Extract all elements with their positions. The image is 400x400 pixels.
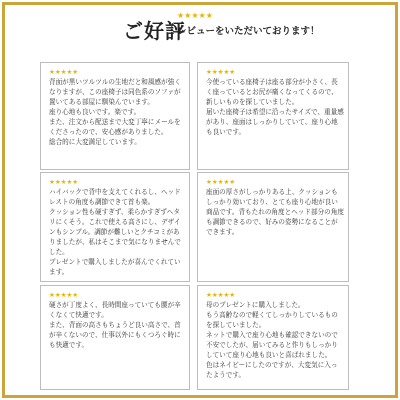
star-rating-icon: ★★★★★ [49, 178, 79, 186]
banner-title: ご好評 [123, 19, 186, 43]
banner-subtitle: レビューをいただいております！ [177, 26, 320, 37]
review-text: 母のプレゼントに購入しました。 もう高齢なので軽くてしっかりしているものを探していました。 ネットで購入で座り心地も確認できないので不安でしたが、届いてみると作りもしっかりしていて座り心地も良いと喜ばれました。 色はネイビーにしたのですが、大変気に入ったようです。 [206, 301, 338, 379]
banner-header [5, 5, 395, 57]
review-card [197, 172, 349, 282]
review-card [197, 62, 349, 170]
header-star-rating-icon: ★★★★★ [177, 11, 213, 20]
star-rating-icon: ★★★★★ [49, 291, 79, 299]
review-card [40, 285, 190, 390]
star-rating-icon: ★★★★★ [206, 291, 236, 299]
review-text: 座面の厚さがしっかりある上、クッションもしっかり効いており、とても座り心地が良い商品です。背もたれの角度とヘッド部分の角度も調節できるので、好みの姿勢になることができます。 [206, 188, 344, 236]
review-card [40, 172, 190, 282]
review-text: 背面が黒いツルツルの生地だと和風感が強くなりますが、この座椅子は同色系のソファが置いてある部屋に馴染んでいます。 座り心地も良いです。楽です。 また、注文から配送まで大変丁寧にメールをくださったので、安心感がありました。 総合的に大変満足しています。 [49, 78, 181, 146]
review-text: 今使っている座椅子は座る部分が小さく、長く座っているとお尻が痛くなってくるので、新しいものを探していました。 届いた座椅子は希望に沿ったサイズで、重量感があり、座面はしっかりしていて、座り心地も良いです。 [206, 78, 344, 136]
review-text: 硬さが丁度よく、長時間座っていても腰が辛くなくて快適です。 また、背面の高さもちょうど良い高さで、首が辛くないので、仕事以外にもくつろぐ時にも快適です。 [49, 301, 181, 349]
star-rating-icon: ★★★★★ [49, 68, 79, 76]
star-rating-icon: ★★★★★ [206, 178, 236, 186]
review-text: ハイバックで背中を支えてくれるし、ヘッドレストの角度も調節できて首も楽。 クッション性も硬すぎず、柔らかすぎずヘタリにくそう。これで使える高さにし、デザインもシンプル。調節が難しいとクチコミがありましたが、私はそこまで気になりませんでした。 プレゼントで購入しましたが喜んでくれています。 [49, 188, 181, 276]
review-card [40, 62, 190, 170]
review-card [197, 285, 349, 390]
star-rating-icon: ★★★★★ [206, 68, 236, 76]
